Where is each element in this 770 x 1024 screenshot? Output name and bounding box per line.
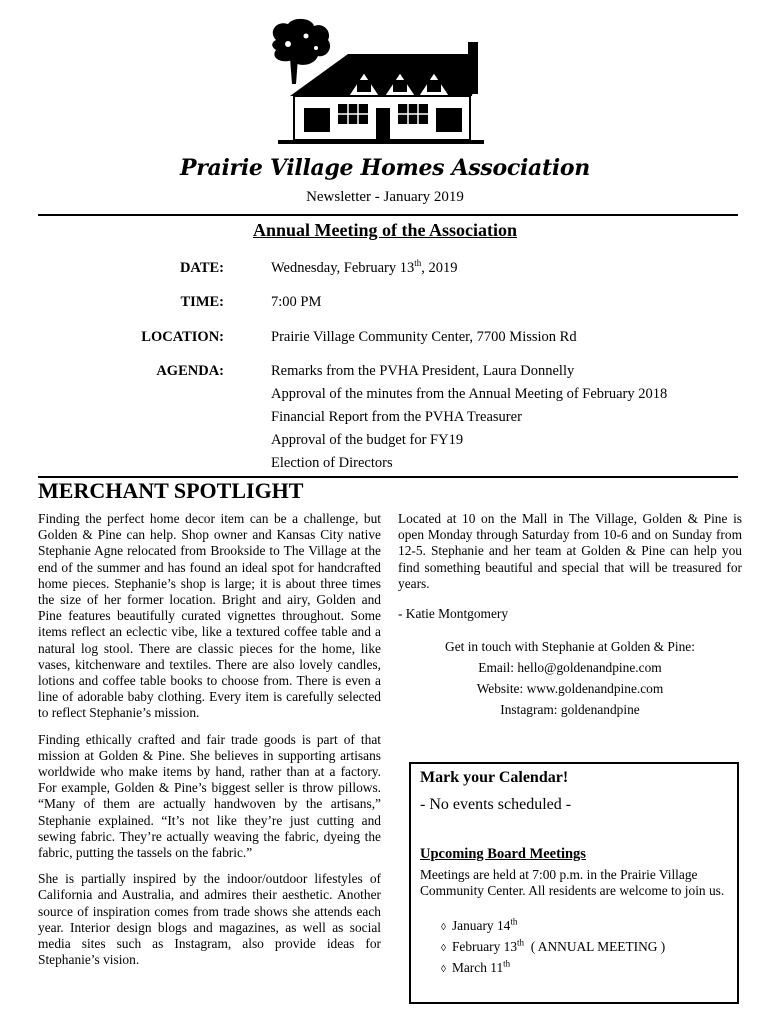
board-date-item: ◊ January 14th (441, 916, 518, 933)
house-logo-icon (268, 18, 493, 148)
location-label: LOCATION: (141, 329, 224, 345)
agenda-label: AGENDA: (156, 363, 224, 379)
agenda-item: Financial Report from the PVHA Treasurer (271, 409, 522, 425)
agenda-item: Approval of the minutes from the Annual Meeting of February 2018 (271, 386, 668, 402)
spotlight-paragraph: Located at 10 on the Mall in The Village, Golden & Pine is open Monday through Saturday from 10-6 and on Sunday from 12-5. Stephanie and her team at Golden & Pine can help you find something beautiful and special that will be treasured for years. (398, 511, 742, 591)
contact-intro: Get in touch with Stephanie at Golden & Pine: (445, 639, 695, 655)
top-divider (38, 214, 738, 216)
organization-title: Prairie Village Homes Association (180, 155, 590, 181)
diamond-bullet-icon: ◊ (441, 943, 446, 954)
spotlight-paragraph: She is partially inspired by the indoor/outdoor lifestyles of California and Australia, and admires their aesthetic. Another source of inspiration comes from trade shows she attends each year. Interior design blogs and magazines, as well as social media sites such as Instagram, also provide ideas for Stephanie’s vision. (38, 871, 381, 968)
board-meetings-text: Meetings are held at 7:00 p.m. in the Prairie Village Community Center. All residents are welcome to join us. (420, 867, 725, 898)
board-date-item: ◊ February 13th ( ANNUAL MEETING ) (441, 937, 666, 954)
time-value: 7:00 PM (271, 294, 322, 310)
contact-website[interactable]: Website: www.goldenandpine.com (476, 681, 664, 697)
agenda-item: Remarks from the PVHA President, Laura Donnelly (271, 363, 575, 379)
date-label: DATE: (179, 260, 224, 276)
spotlight-paragraph: Finding ethically crafted and fair trade goods is part of that mission at Golden & Pine. She believes in supporting artisans worldwide who make items by hand, rather than at a factory. For example, Golden & Pine’s biggest seller is throw pillows. “Many of them are actually handwoven by the artisans,” Stephanie explained. “It’s not like they’re just cutting and sewing fabric. They’re actually weaving the fabric, dyeing the fabric, putting the tassels on the fabric.” (38, 731, 381, 861)
meeting-title: Annual Meeting of the Association (252, 220, 517, 240)
time-label: TIME: (180, 294, 224, 310)
spotlight-right-column (398, 511, 742, 720)
calendar-events: - No events scheduled - (420, 796, 572, 813)
calendar-box (409, 762, 739, 1004)
contact-instagram[interactable]: Instagram: goldenandpine (500, 702, 640, 718)
spotlight-paragraph: Finding the perfect home decor item can be a challenge, but Golden & Pine can help. Shop owner and Kansas City native Stephanie Agne relocated from Brookside to The Village at the end of the summer and has found an ideal spot for handcrafted home pieces. Stephanie’s shop is large; it is about three times the size of her former location. Bright and airy, Golden and Pine features beautifully curated vignettes throughout. Some items reflect an eclectic vibe, like a textured coffee table and a natural log stool. There are classic pieces for the home, like vases, kitchenware and textiles. There are also lovely candles, lotions and coffee table books to choose from. There is even a line of adorable baby clothing. Every item is carefully selected to reflect Stephanie’s mission. (38, 511, 381, 721)
board-meetings-title: Upcoming Board Meetings (420, 846, 586, 862)
board-date-item: ◊ March 11th (441, 958, 511, 975)
agenda-item: Election of Directors (271, 455, 393, 471)
diamond-bullet-icon: ◊ (441, 922, 446, 933)
article-author: - Katie Montgomery (398, 606, 509, 622)
date-value: Wednesday, February 13th, 2019 (271, 258, 458, 276)
newsletter-date: Newsletter - January 2019 (306, 189, 464, 205)
calendar-title: Mark your Calendar! (420, 769, 569, 786)
diamond-bullet-icon: ◊ (441, 964, 446, 975)
contact-block (398, 636, 742, 720)
spotlight-title: MERCHANT SPOTLIGHT (38, 478, 304, 503)
location-value: Prairie Village Community Center, 7700 Mission Rd (271, 329, 577, 345)
contact-email[interactable]: Email: hello@goldenandpine.com (478, 660, 662, 676)
agenda-item: Approval of the budget for FY19 (271, 432, 464, 448)
spotlight-left-column (38, 511, 381, 978)
